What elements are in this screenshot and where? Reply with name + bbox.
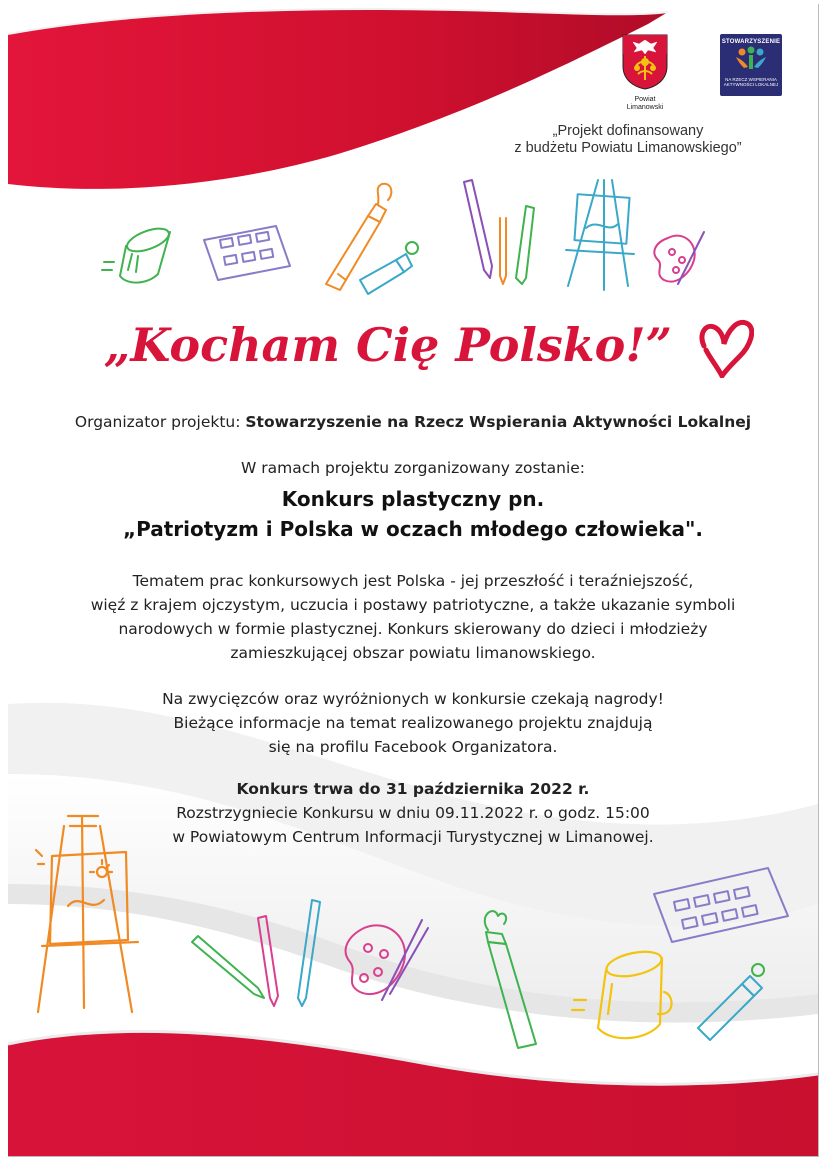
association-logo-icon bbox=[720, 45, 782, 71]
contest-heading bbox=[8, 484, 818, 544]
poster-title: „Kocham Cię Polsko!” bbox=[103, 318, 673, 372]
paint-tube-icon bbox=[698, 964, 764, 1040]
results-line2: w Powiatowym Centrum Informacji Turystycznej w Limanowej. bbox=[172, 828, 654, 846]
paint-can-icon bbox=[102, 224, 172, 283]
poster-page bbox=[8, 4, 819, 1157]
results-line1: Rozstrzygniecie Konkursu w dniu 09.11.2022 r. o godz. 15:00 bbox=[176, 804, 650, 822]
funding-note bbox=[478, 123, 778, 157]
organizer-name: Stowarzyszenie na Rzecz Wspierania Aktywności Lokalnej bbox=[245, 413, 752, 431]
easel-icon bbox=[566, 180, 634, 290]
prizes-info bbox=[8, 687, 818, 759]
paint-tube-icon bbox=[360, 242, 418, 294]
paint-tube-icon bbox=[326, 184, 391, 290]
association-logo bbox=[720, 34, 782, 96]
intro-line: W ramach projektu zorganizowany zostanie: bbox=[240, 459, 586, 477]
artist-palette-icon bbox=[654, 232, 704, 284]
deadline-line: Konkurs trwa do 31 października 2022 r. bbox=[236, 780, 590, 798]
artist-palette-icon bbox=[346, 920, 428, 1000]
description-line: zamieszkującej obszar powiatu limanowskiego. bbox=[230, 644, 596, 662]
description-line: więź z krajem ojczystym, uczucia i postawy patriotyczne, a także ukazanie symboli bbox=[90, 596, 736, 614]
funding-note-line1: „Projekt dofinansowany bbox=[552, 123, 704, 139]
prizes-line: się na profilu Facebook Organizatora. bbox=[268, 738, 558, 756]
watercolor-palette-icon bbox=[204, 226, 290, 280]
pencil-icon bbox=[298, 900, 320, 1006]
description-line: Tematem prac konkursowych jest Polska - jej przeszłość i teraźniejszość, bbox=[132, 572, 694, 590]
paint-can-icon bbox=[572, 947, 672, 1038]
dates-info bbox=[8, 777, 818, 849]
contest-description bbox=[8, 569, 818, 665]
prizes-line: Na zwycięzców oraz wyróżnionych w konkursie czekają nagrody! bbox=[162, 690, 664, 708]
pencil-icon bbox=[192, 936, 264, 998]
county-logo bbox=[620, 32, 670, 112]
organizer-label: Organizator projektu: bbox=[74, 413, 246, 431]
prizes-line: Bieżące informacje na temat realizowanego projektu znajdują bbox=[173, 714, 653, 732]
funding-note-line2: z budżetu Powiatu Limanowskiego” bbox=[514, 140, 742, 156]
association-logo-title: STOWARZYSZENIE bbox=[721, 39, 781, 45]
contest-heading-line2: „Patriotyzm i Polska w oczach młodego człowieka". bbox=[122, 517, 704, 541]
organizer-line bbox=[8, 413, 818, 431]
watercolor-palette-icon bbox=[654, 868, 788, 942]
pencil-icon bbox=[500, 218, 506, 284]
association-logo-sub-line2: AKTYWNOŚCI LOKALNEJ bbox=[723, 82, 779, 87]
paint-tube-icon bbox=[485, 911, 536, 1048]
pencil-icon bbox=[464, 180, 492, 278]
contest-heading-line1: Konkurs plastyczny pn. bbox=[281, 487, 545, 511]
county-logo-caption-line1: Powiat bbox=[634, 96, 656, 103]
description-line: narodowych w formie plastycznej. Konkurs skierowany do dzieci i młodzieży bbox=[118, 620, 708, 638]
coat-of-arms-icon bbox=[620, 32, 670, 90]
county-logo-caption-line2: Limanowski bbox=[626, 104, 664, 111]
association-logo-sub-line1: NA RZECZ WSPIERANIA bbox=[725, 77, 777, 82]
pencil-icon bbox=[516, 206, 534, 284]
heart-icon bbox=[696, 316, 754, 378]
